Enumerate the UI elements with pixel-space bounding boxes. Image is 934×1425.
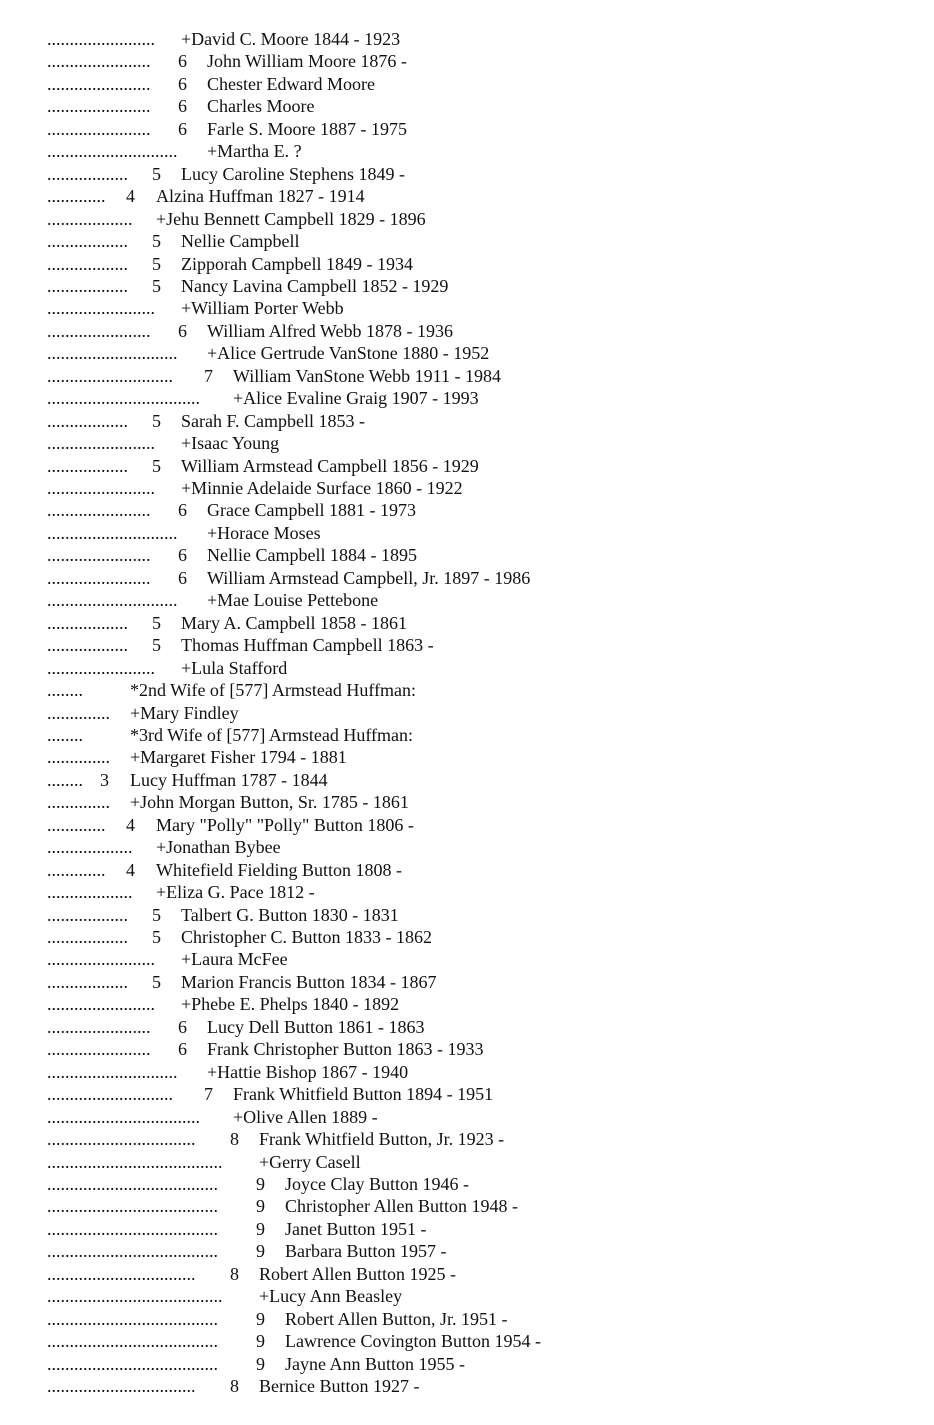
person-entry: +Margaret Fisher 1794 - 1881 xyxy=(130,747,347,768)
spouse-line xyxy=(47,948,288,970)
spouse-line xyxy=(47,679,417,701)
generation-number: 6 xyxy=(178,73,187,94)
person-entry: William Alfred Webb 1878 - 1936 xyxy=(207,320,453,341)
person-entry: +Hattie Bishop 1867 - 1940 xyxy=(207,1061,409,1082)
descendant-line xyxy=(47,185,365,207)
spouse-line xyxy=(47,140,302,162)
person-entry: +Gerry Casell xyxy=(259,1151,361,1172)
leader-dots: .................. xyxy=(47,231,128,252)
leader-dots: ................................. xyxy=(47,1263,196,1284)
leader-dots: .................. xyxy=(47,275,128,296)
person-entry: +Horace Moses xyxy=(207,522,321,543)
descendant-line xyxy=(47,253,413,275)
leader-dots: ........................ xyxy=(47,949,155,970)
person-entry: Nellie Campbell xyxy=(181,231,300,252)
person-entry: Janet Button 1951 - xyxy=(285,1218,427,1239)
person-entry: Frank Christopher Button 1863 - 1933 xyxy=(207,1039,484,1060)
leader-dots: .................. xyxy=(47,455,128,476)
leader-dots: .............. xyxy=(47,747,110,768)
person-entry: Thomas Huffman Campbell 1863 - xyxy=(181,635,434,656)
person-entry: +Jehu Bennett Campbell 1829 - 1896 xyxy=(156,208,426,229)
descendant-line xyxy=(47,365,501,387)
leader-dots: ................... xyxy=(47,208,133,229)
spouse-line xyxy=(47,342,490,364)
spouse-line xyxy=(47,387,479,409)
person-entry: Charles Moore xyxy=(207,96,315,117)
leader-dots: ............................. xyxy=(47,343,178,364)
descendant-line xyxy=(47,1173,469,1195)
descendant-line xyxy=(47,1218,427,1240)
generation-number: 5 xyxy=(152,231,161,252)
person-entry: +Mae Louise Pettebone xyxy=(207,590,379,611)
person-entry: +Mary Findley xyxy=(130,702,239,723)
spouse-line xyxy=(47,724,414,746)
descendant-line xyxy=(47,1375,420,1397)
leader-dots: ............................. xyxy=(47,141,178,162)
generation-number: 9 xyxy=(256,1173,265,1194)
person-entry: +Eliza G. Pace 1812 - xyxy=(156,882,315,903)
descendant-line xyxy=(47,1083,494,1105)
leader-dots: ............................ xyxy=(47,1084,173,1105)
person-entry: Nancy Lavina Campbell 1852 - 1929 xyxy=(181,275,449,296)
leader-dots: ....................... xyxy=(47,500,151,521)
descendant-line xyxy=(47,1038,484,1060)
generation-number: 9 xyxy=(256,1241,265,1262)
descendant-line xyxy=(47,1263,456,1285)
person-entry: +John Morgan Button, Sr. 1785 - 1861 xyxy=(130,792,409,813)
generation-number: 5 xyxy=(152,971,161,992)
leader-dots: ............. xyxy=(47,186,106,207)
descendant-line xyxy=(47,163,405,185)
generation-number: 5 xyxy=(152,927,161,947)
descendant-line xyxy=(47,320,453,342)
leader-dots: ...................................... xyxy=(47,1331,218,1352)
spouse-line xyxy=(47,993,400,1015)
generation-number: 5 xyxy=(152,635,161,656)
descendant-line xyxy=(47,859,402,881)
descendant-line xyxy=(47,95,315,117)
leader-dots: ........................ xyxy=(47,657,155,678)
spouse-line xyxy=(47,208,426,230)
leader-dots: ....................... xyxy=(47,118,151,139)
leader-dots: .................. xyxy=(47,927,128,947)
descendant-line xyxy=(47,410,366,432)
leader-dots: ............. xyxy=(47,859,106,880)
generation-number: 9 xyxy=(256,1353,265,1374)
person-entry: Grace Campbell 1881 - 1973 xyxy=(207,500,416,521)
leader-dots: ...................................... xyxy=(47,1241,218,1262)
person-entry: Robert Allen Button 1925 - xyxy=(259,1263,456,1284)
generation-number: 6 xyxy=(178,51,187,72)
generation-number: 4 xyxy=(126,186,135,207)
leader-dots: ............................ xyxy=(47,365,173,386)
leader-dots: ....................................... xyxy=(47,1286,223,1307)
generation-number: 6 xyxy=(178,500,187,521)
descendant-line xyxy=(47,926,432,948)
leader-dots: ....................... xyxy=(47,1016,151,1037)
leader-dots: ........ xyxy=(47,724,83,745)
leader-dots: ........................ xyxy=(47,433,155,454)
leader-dots: ........................ xyxy=(47,478,155,498)
person-entry: *2nd Wife of [577] Armstead Huffman: xyxy=(130,680,417,701)
person-entry: William VanStone Webb 1911 - 1984 xyxy=(233,365,501,386)
person-entry: Talbert G. Button 1830 - 1831 xyxy=(181,904,399,925)
spouse-line xyxy=(47,589,379,611)
spouse-line xyxy=(47,432,280,454)
person-entry: Robert Allen Button, Jr. 1951 - xyxy=(285,1308,508,1329)
generation-number: 5 xyxy=(152,253,161,274)
generation-number: 8 xyxy=(230,1129,239,1150)
person-entry: +David C. Moore 1844 - 1923 xyxy=(181,29,401,49)
descendant-line xyxy=(47,567,531,589)
leader-dots: .................. xyxy=(47,163,128,184)
leader-dots: ........ xyxy=(47,680,83,701)
descendant-line xyxy=(47,275,449,297)
person-entry: Sarah F. Campbell 1853 - xyxy=(181,410,366,431)
generation-number: 7 xyxy=(204,365,213,386)
descendant-line xyxy=(47,544,417,566)
descendant-line xyxy=(47,118,407,140)
leader-dots: ........................ xyxy=(47,994,155,1015)
spouse-line xyxy=(47,28,401,50)
generation-number: 9 xyxy=(256,1331,265,1352)
leader-dots: .................................. xyxy=(47,388,200,409)
leader-dots: .................................. xyxy=(47,1106,200,1127)
leader-dots: ....................... xyxy=(47,51,151,72)
spouse-line xyxy=(47,657,288,679)
person-entry: +William Porter Webb xyxy=(181,298,344,319)
person-entry: +Phebe E. Phelps 1840 - 1892 xyxy=(181,994,400,1015)
person-entry: Frank Whitfield Button 1894 - 1951 xyxy=(233,1084,494,1105)
person-entry: Joyce Clay Button 1946 - xyxy=(285,1173,469,1194)
descendant-line xyxy=(47,73,375,95)
person-entry: Christopher Allen Button 1948 - xyxy=(285,1196,518,1217)
descendant-line xyxy=(47,1330,541,1352)
spouse-line xyxy=(47,836,281,858)
spouse-line xyxy=(47,1285,403,1307)
generation-number: 5 xyxy=(152,904,161,925)
generation-number: 4 xyxy=(126,859,135,880)
descendant-line xyxy=(47,769,328,791)
leader-dots: ............. xyxy=(47,814,106,835)
generation-number: 5 xyxy=(152,163,161,184)
spouse-line xyxy=(47,746,347,768)
generation-number: 8 xyxy=(230,1263,239,1284)
leader-dots: ...................................... xyxy=(47,1196,218,1217)
generation-number: 9 xyxy=(256,1196,265,1217)
spouse-line xyxy=(47,477,463,499)
person-entry: Chester Edward Moore xyxy=(207,73,375,94)
spouse-line xyxy=(47,791,409,813)
descendant-line xyxy=(47,499,416,521)
leader-dots: ....................... xyxy=(47,567,151,588)
descendant-line xyxy=(47,455,479,477)
spouse-line xyxy=(47,297,344,319)
leader-dots: .................. xyxy=(47,904,128,925)
leader-dots: ....................... xyxy=(47,73,151,94)
descendant-line xyxy=(47,634,434,656)
spouse-line xyxy=(47,522,321,544)
generation-number: 3 xyxy=(100,769,109,790)
leader-dots: ....................................... xyxy=(47,1151,223,1172)
person-entry: Barbara Button 1957 - xyxy=(285,1241,447,1262)
leader-dots: ............................. xyxy=(47,522,178,543)
person-entry: Alzina Huffman 1827 - 1914 xyxy=(156,186,365,207)
leader-dots: .................. xyxy=(47,410,128,431)
descendant-line xyxy=(47,50,407,72)
leader-dots: ...................................... xyxy=(47,1353,218,1374)
leader-dots: ........ xyxy=(47,769,83,790)
leader-dots: .................. xyxy=(47,971,128,992)
person-entry: Mary A. Campbell 1858 - 1861 xyxy=(181,612,407,633)
generation-number: 9 xyxy=(256,1308,265,1329)
spouse-line xyxy=(47,702,239,724)
spouse-line xyxy=(47,881,315,903)
leader-dots: ........................ xyxy=(47,298,155,319)
descendant-line xyxy=(47,904,399,926)
leader-dots: ....................... xyxy=(47,1039,151,1060)
descendant-line xyxy=(47,612,407,634)
person-entry: John William Moore 1876 - xyxy=(207,51,407,72)
person-entry: +Martha E. ? xyxy=(207,141,302,162)
descendant-line xyxy=(47,814,414,836)
person-entry: Lucy Caroline Stephens 1849 - xyxy=(181,163,405,184)
generation-number: 5 xyxy=(152,275,161,296)
person-entry: Jayne Ann Button 1955 - xyxy=(285,1353,465,1374)
generation-number: 6 xyxy=(178,1039,187,1060)
descendant-line xyxy=(47,1128,505,1150)
descendant-line xyxy=(47,1195,518,1217)
leader-dots: ........................ xyxy=(47,29,155,49)
person-entry: Bernice Button 1927 - xyxy=(259,1376,420,1396)
leader-dots: ............................. xyxy=(47,590,178,611)
person-entry: +Alice Evaline Graig 1907 - 1993 xyxy=(233,388,479,409)
leader-dots: .............. xyxy=(47,792,110,813)
generation-number: 8 xyxy=(230,1376,239,1396)
person-entry: *3rd Wife of [577] Armstead Huffman: xyxy=(130,724,414,745)
leader-dots: ................................. xyxy=(47,1129,196,1150)
person-entry: +Lula Stafford xyxy=(181,657,288,678)
descendant-line xyxy=(47,1308,508,1330)
person-entry: Frank Whitfield Button, Jr. 1923 - xyxy=(259,1129,505,1150)
generation-number: 6 xyxy=(178,320,187,341)
generation-number: 7 xyxy=(204,1084,213,1105)
leader-dots: ................................. xyxy=(47,1376,196,1396)
person-entry: Whitefield Fielding Button 1808 - xyxy=(156,859,402,880)
leader-dots: ................... xyxy=(47,882,133,903)
person-entry: +Lucy Ann Beasley xyxy=(259,1286,403,1307)
generation-number: 4 xyxy=(126,814,135,835)
leader-dots: .................. xyxy=(47,635,128,656)
leader-dots: ...................................... xyxy=(47,1308,218,1329)
person-entry: Nellie Campbell 1884 - 1895 xyxy=(207,545,417,566)
generation-number: 6 xyxy=(178,96,187,117)
leader-dots: ............................. xyxy=(47,1061,178,1082)
person-entry: +Minnie Adelaide Surface 1860 - 1922 xyxy=(181,478,463,498)
person-entry: William Armstead Campbell, Jr. 1897 - 1986 xyxy=(207,567,531,588)
person-entry: Lucy Dell Button 1861 - 1863 xyxy=(207,1016,425,1037)
leader-dots: ....................... xyxy=(47,320,151,341)
person-entry: Zipporah Campbell 1849 - 1934 xyxy=(181,253,413,274)
leader-dots: ....................... xyxy=(47,545,151,566)
generation-number: 9 xyxy=(256,1218,265,1239)
leader-dots: ...................................... xyxy=(47,1173,218,1194)
person-entry: Christopher C. Button 1833 - 1862 xyxy=(181,927,432,947)
person-entry: Marion Francis Button 1834 - 1867 xyxy=(181,971,437,992)
person-entry: Lawrence Covington Button 1954 - xyxy=(285,1331,541,1352)
descendant-line xyxy=(47,971,437,993)
person-entry: Mary "Polly" "Polly" Button 1806 - xyxy=(156,814,414,835)
spouse-line xyxy=(47,1061,409,1083)
spouse-line xyxy=(47,1106,378,1128)
descendant-line xyxy=(47,1016,425,1038)
person-entry: +Isaac Young xyxy=(181,433,280,454)
generation-number: 6 xyxy=(178,118,187,139)
descendant-line xyxy=(47,230,300,252)
leader-dots: .............. xyxy=(47,702,110,723)
generation-number: 6 xyxy=(178,545,187,566)
person-entry: +Olive Allen 1889 - xyxy=(233,1106,378,1127)
leader-dots: ...................................... xyxy=(47,1218,218,1239)
person-entry: +Jonathan Bybee xyxy=(156,837,281,858)
generation-number: 6 xyxy=(178,1016,187,1037)
generation-number: 5 xyxy=(152,410,161,431)
person-entry: William Armstead Campbell 1856 - 1929 xyxy=(181,455,479,476)
leader-dots: ................... xyxy=(47,837,133,858)
person-entry: +Alice Gertrude VanStone 1880 - 1952 xyxy=(207,343,490,364)
person-entry: +Laura McFee xyxy=(181,949,288,970)
generation-number: 5 xyxy=(152,455,161,476)
descendant-line xyxy=(47,1353,465,1375)
leader-dots: .................. xyxy=(47,612,128,633)
person-entry: Lucy Huffman 1787 - 1844 xyxy=(130,769,328,790)
leader-dots: ....................... xyxy=(47,96,151,117)
generation-number: 6 xyxy=(178,567,187,588)
generation-number: 5 xyxy=(152,612,161,633)
person-entry: Farle S. Moore 1887 - 1975 xyxy=(207,118,407,139)
spouse-line xyxy=(47,1151,361,1173)
descendant-line xyxy=(47,1240,447,1262)
leader-dots: .................. xyxy=(47,253,128,274)
